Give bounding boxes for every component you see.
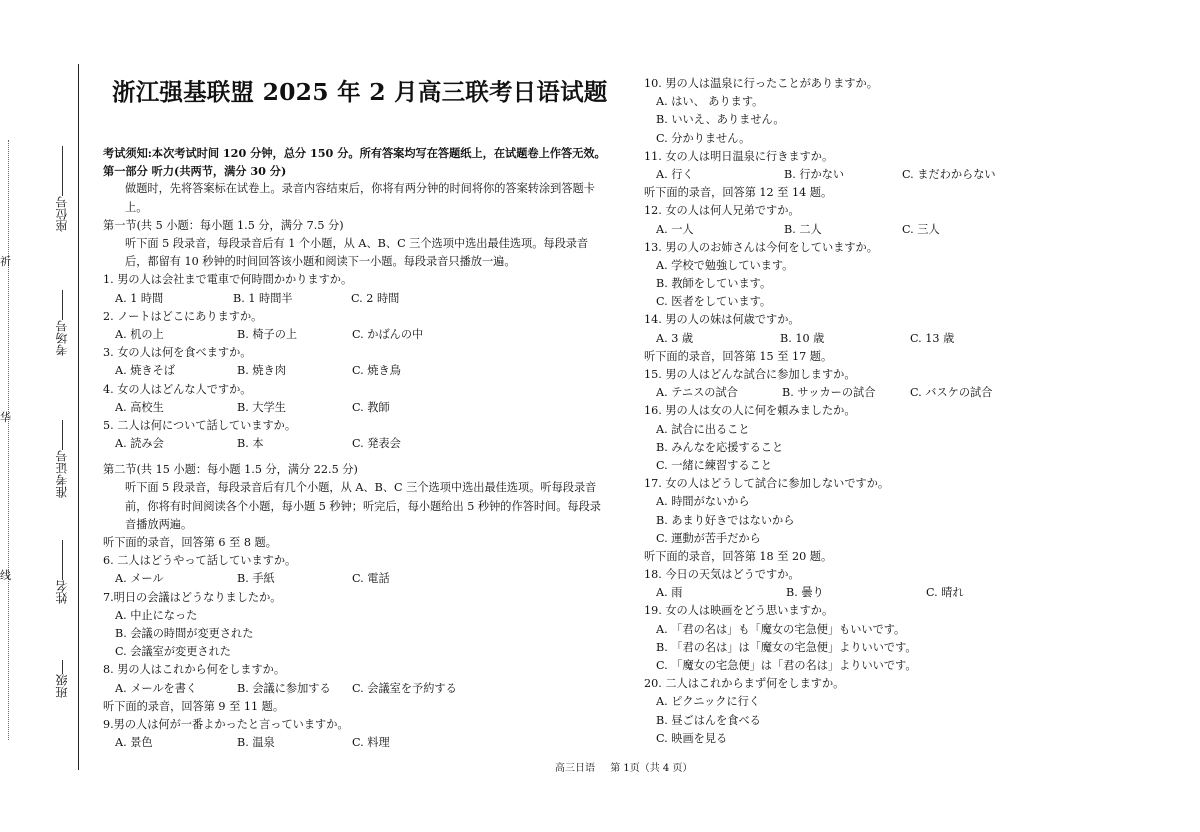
option-b: B. 1 時間半 [233,291,293,305]
name-line [62,540,63,580]
option-c: C. バスケの試合 [910,386,993,400]
class-label: 班级 [55,674,69,698]
option-b: B. 曇り [786,586,824,600]
question-10-option-b: B. いいえ、ありません。 [656,113,785,127]
question-12-options [644,221,1024,239]
listening-prompt-9: 听下面的录音，回答第 9 至 11 题。 [103,699,285,713]
option-c: C. 晴れ [926,586,964,600]
option-c: C. 13 歳 [910,331,955,345]
option-a: A. 机の上 [115,327,164,341]
question-20-stem: 20. 二人はこれからまず何をしますか。 [644,677,845,691]
name-label: 姓名 [55,580,69,604]
question-20-option-a: A. ピクニックに行く [656,695,761,709]
option-b: B. サッカーの試合 [782,386,876,400]
option-a: A. 読み会 [115,437,164,451]
option-c: C. 焼き鳥 [352,364,401,378]
question-4-options [103,399,601,417]
option-a: A. メール [115,572,164,586]
listening-prompt-18: 听下面的录音，回答第 18 至 20 题。 [644,549,833,563]
question-10-option-c: C. 分かりません。 [656,131,751,145]
exam-room-line [62,290,63,320]
class-field [44,660,80,698]
question-15-stem: 15. 男の人はどんな試合に参加しますか。 [644,368,856,381]
question-4-stem: 4. 女の人はどんな人ですか。 [103,382,252,396]
margin-char-2: 华 [0,411,11,424]
question-18-options [644,584,1024,602]
question-3-stem: 3. 女の人は何を食べますか。 [103,346,252,360]
section1-instruction: 听下面 5 段录音，每段录音后有 1 个小题，从 A、B、C 三个选项中选出最佳选项。每段录音后，都留有 10 秒钟的时间回答该小题和阅读下一小题。每段录音只播放一遍。 [125,236,589,269]
exam-title: 浙江强基联盟 2025 年 2 月高三联考日语试题 [112,78,608,106]
section2-heading: 第二节(共 15 小题：每小题 1.5 分，满分 22.5 分) [103,463,358,477]
question-1-options [103,290,601,308]
question-19-option-c: C. 「魔女の宅急便」は「君の名は」よりいいです。 [656,659,917,672]
question-7-option-c: C. 会議室が変更された [115,645,231,659]
name-field [44,540,80,604]
exam-room-field [44,290,80,356]
question-20-option-c: C. 映画を見る [656,731,728,745]
part1-heading: 第一部分 听力(共两节，满分 30 分) [103,164,287,179]
question-7-option-a: A. 中止になった [115,608,198,622]
question-5-stem: 5. 二人は何について話していますか。 [103,418,297,432]
question-6-options [103,570,601,588]
question-19-option-a: A. 「君の名は」も「魔女の宅急便」もいいです。 [656,622,906,636]
question-2-stem: 2. ノートはどこにありますか。 [103,309,263,323]
question-7-stem: 7.明日の会議はどうなりましたか。 [103,590,282,604]
question-17-option-a: A. 時間がないから [656,495,750,509]
question-17-stem: 17. 女の人はどうして試合に参加しないですか。 [644,477,890,491]
seal-dotted-line [8,140,9,740]
question-11-stem: 11. 女の人は明日温泉に行きますか。 [644,149,834,163]
option-a: A. 1 時間 [115,291,164,305]
question-19-stem: 19. 女の人は映画をどう思いますか。 [644,604,834,618]
question-13-option-b: B. 教師をしています。 [656,277,772,291]
margin-char-1: 祈 [0,255,11,268]
option-b: B. 会議に参加する [237,681,331,695]
question-20-option-b: B. 昼ごはんを食べる [656,713,761,727]
option-c: C. かばんの中 [352,327,424,341]
page-footer [555,759,704,774]
section1-heading: 第一节(共 5 小题：每小题 1.5 分，满分 7.5 分) [103,218,344,232]
option-b: B. 焼き肉 [237,364,286,378]
question-7-option-b: B. 会議の時間が変更された [115,626,254,640]
question-3-options [103,362,601,380]
option-b: B. 本 [237,437,264,451]
class-line [62,660,63,674]
question-13-stem: 13. 男の人のお姉さんは今何をしていますか。 [644,240,878,254]
listening-prompt-12: 听下面的录音，回答第 12 至 14 题。 [644,186,833,200]
option-c: C. 2 時間 [351,291,400,305]
option-a: A. 焼きそば [115,364,175,378]
question-14-stem: 14. 男の人の妹は何歳ですか。 [644,313,800,327]
question-16-stem: 16. 男の人は女の人に何を頼みましたか。 [644,404,856,418]
section2-instruction: 听下面 5 段录音，每段录音后有几个小题，从 A、B、C 三个选项中选出最佳选项。听每段录音前，你将有时间阅读各个小题，每小题 5 秒钟；听完后，每小题给出 5 秒钟的作答时间。每段录音播放两遍。 [125,481,601,531]
seat-number-line [62,146,63,196]
question-17-option-b: B. あまり好きではないから [656,513,795,527]
question-16-option-b: B. みんなを応援すること [656,440,784,454]
option-b: B. 二人 [784,222,822,236]
exam-room-label: 考场号 [55,320,69,356]
option-a: A. テニスの試合 [656,386,738,400]
binding-margin [0,0,80,832]
question-5-options [103,435,601,453]
footer-page-number: 第 1页（共 4 页） [610,763,693,774]
ticket-number-label: 准考证号 [55,450,69,498]
option-c: C. まだわからない [902,167,996,181]
option-b: B. 椅子の上 [237,327,298,341]
option-a: A. メールを書く [115,681,198,695]
ticket-number-line [62,420,63,450]
question-9-stem: 9.男の人は何が一番よかったと言っていますか。 [103,717,349,731]
listening-prompt-6: 听下面的录音，回答第 6 至 8 题。 [103,536,277,550]
option-c: C. 会議室を予約する [352,681,457,695]
question-13-option-c: C. 医者をしています。 [656,295,772,309]
option-c: C. 教師 [352,400,390,414]
margin-divider [78,64,79,770]
question-17-option-c: C. 運動が苦手だから [656,531,761,545]
option-a: A. 行く [656,167,694,181]
option-c: C. 三人 [902,222,940,236]
question-1-stem: 1. 男の人は会社まで電車で何時間かかりますか。 [103,273,353,287]
question-15-options [644,384,1024,402]
question-2-options [103,326,601,344]
question-8-stem: 8. 男の人はこれから何をしますか。 [103,663,286,677]
question-16-option-c: C. 一緒に練習すること [656,458,772,472]
question-6-stem: 6. 二人はどうやって話していますか。 [103,554,297,568]
option-c: C. 料理 [352,736,390,750]
option-b: B. 温泉 [237,736,275,750]
seat-number-field [44,146,80,232]
option-b: B. 行かない [784,167,845,181]
margin-char-3: 线 [0,569,11,582]
right-column [644,75,1024,748]
question-10-option-a: A. はい、 あります。 [656,95,764,109]
option-a: A. 景色 [115,736,153,750]
question-18-stem: 18. 今日の天気はどうですか。 [644,568,800,582]
question-12-stem: 12. 女の人は何人兄弟ですか。 [644,204,800,218]
ticket-number-field [44,420,80,498]
question-16-option-a: A. 試合に出ること [656,422,750,436]
option-a: A. 高校生 [115,400,164,414]
question-13-option-a: A. 学校で勉強しています。 [656,258,794,272]
option-a: A. 3 歳 [656,331,694,345]
listening-prompt-15: 听下面的录音，回答第 15 至 17 题。 [644,349,833,363]
footer-subject: 高三日语 [555,763,595,774]
left-column [103,144,606,752]
part1-instruction: 做题时，先将答案标在试卷上。录音内容结束后，你将有两分钟的时间将你的答案转涂到答题卡上。 [125,182,595,214]
question-19-option-b: B. 「君の名は」は「魔女の宅急便」よりいいです。 [656,640,917,654]
question-14-options [644,330,1024,348]
option-c: C. 発表会 [352,437,401,451]
option-b: B. 大学生 [237,400,286,414]
question-8-options [103,680,601,698]
option-a: A. 一人 [656,222,694,236]
question-11-options [644,166,1024,184]
question-9-options [103,734,601,752]
option-c: C. 電話 [352,572,390,586]
seat-number-label: 座位号 [55,196,69,232]
option-b: B. 10 歳 [780,331,825,345]
question-10-stem: 10. 男の人は温泉に行ったことがありますか。 [644,77,878,90]
exam-notice: 考试须知:本次考试时间 120 分钟，总分 150 分。所有答案均写在答题纸上，在试题卷上作答无效。 [103,146,606,160]
option-a: A. 雨 [656,586,683,600]
option-b: B. 手紙 [237,572,275,586]
